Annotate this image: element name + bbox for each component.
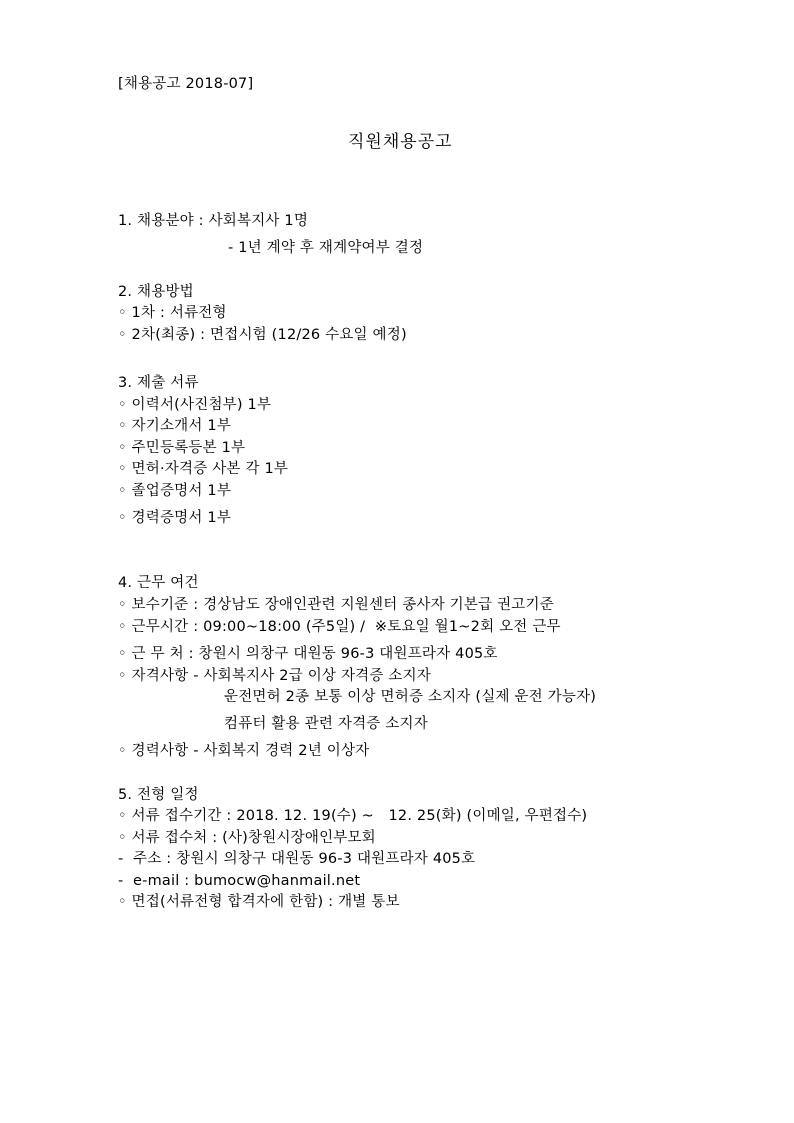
section-1-note: - 1년 계약 후 재계약여부 결정: [228, 240, 424, 256]
section-2-heading: 2. 채용방법: [118, 284, 194, 300]
qualification-continued: 컴퓨터 활용 관련 자격증 소지자: [224, 716, 428, 732]
list-item: ◦ 2차(최종) : 면접시험 (12/26 수요일 예정): [118, 327, 407, 343]
list-item: - e-mail : bumocw@hanmail.net: [118, 873, 361, 889]
list-item: ◦ 경력증명서 1부: [118, 510, 232, 526]
list-item: ◦ 주민등록등본 1부: [118, 440, 246, 456]
work-hours: ◦ 근무시간 : 09:00~18:00 (주5일) / ※토요일 월1~2회 오전 근무: [118, 619, 561, 635]
list-item: ◦ 자기소개서 1부: [118, 418, 232, 434]
list-item: ◦ 이력서(사진첨부) 1부: [118, 397, 272, 413]
list-item: ◦ 서류 접수처 : (사)창원시장애인부모회: [118, 830, 376, 846]
section-3-heading: 3. 제출 서류: [118, 375, 199, 391]
section-5-heading: 5. 전형 일정: [118, 787, 199, 803]
list-item: ◦ 1차 : 서류전형: [118, 305, 227, 321]
work-location: ◦ 근 무 처 : 창원시 의창구 대원동 96-3 대원프라자 405호: [118, 646, 498, 662]
experience: ◦ 경력사항 - 사회복지 경력 2년 이상자: [118, 743, 370, 759]
list-item: ◦ 서류 접수기간 : 2018. 12. 19(수) ~ 12. 25(화) (이메일, 우편접수): [118, 808, 588, 824]
list-item: - 주소 : 창원시 의창구 대원동 96-3 대원프라자 405호: [118, 851, 476, 867]
notice-code: [채용공고 2018-07]: [118, 76, 254, 92]
list-item: ◦ 면허·자격증 사본 각 1부: [118, 461, 289, 477]
list-item: ◦ 졸업증명서 1부: [118, 483, 232, 499]
section-1-heading: 1. 채용분야 : 사회복지사 1명: [118, 213, 309, 229]
list-item: ◦ 면접(서류전형 합격자에 한함) : 개별 통보: [118, 894, 400, 910]
qualification: ◦ 자격사항 - 사회복지사 2급 이상 자격증 소지자: [118, 668, 431, 684]
page-title: 직원채용공고: [348, 132, 453, 152]
pay-standard: ◦ 보수기준 : 경상남도 장애인관련 지원센터 종사자 기본급 권고기준: [118, 597, 554, 613]
section-4-heading: 4. 근무 여건: [118, 575, 199, 591]
qualification-continued: 운전면허 2종 보통 이상 면허증 소지자 (실제 운전 가능자): [224, 689, 597, 705]
